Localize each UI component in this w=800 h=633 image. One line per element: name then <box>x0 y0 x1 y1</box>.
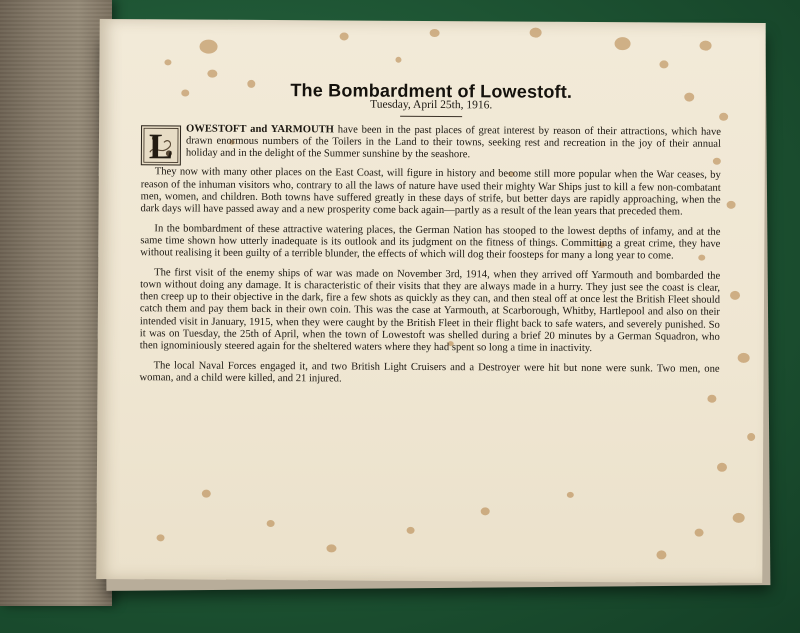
foxing-spot <box>202 490 211 498</box>
foxing-spot <box>707 395 716 403</box>
foxing-spot <box>717 463 727 472</box>
foxing-spot <box>481 507 490 515</box>
foxing-spot <box>567 492 574 498</box>
foxing-spot <box>530 28 542 38</box>
document-title: The Bombardment of Lowestoft. <box>290 80 573 102</box>
booklet-cover <box>0 0 112 606</box>
foxing-spot <box>207 70 217 78</box>
paragraph-4: The first visit of the enemy ships of war was made on November 3rd, 1914, when they arrived off Yarmouth and bombarded the town without doing any damage. It is characteristic of their visits that they are always made in a hurry. They just see the coast is clear, then creep up to their objective in the dark, fire a few shots as quickly as they can, and then steal off at once lest the British Fleet should catch them and pay them back in their own coin. This was the case at Yarmouth, at Scarborough, Whitby, Hartlepool and also on their intended visit in January, 1915, when they were caught by the British Fleet in their flight back to safe waters, and severely punished. So it was on Tuesday, the 25th of April, when the town of Lowestoft was shelled during a brief 20 minutes by a German Squadron, who then ignominiously steered again for the sheltered waters where they had spent so long a time in inactivity. <box>139 266 721 355</box>
foxing-spot <box>656 550 666 559</box>
paragraph-2: They now with many other places on the East Coast, will figure in history and become still more popular when the War ceases, by reason of the inhuman visitors who, contrary to all the laws of nature have used their mighty War Ships just to kill a few non-combatant men, women, and children. Both towns have suffered greatly in these days of strife, but better days are rapidly approaching, when the dark days will have passed away and a new prosperity come back again—partly as a result of the lean years that preceded them. <box>140 166 721 218</box>
lead-caps: OWESTOFT and YARMOUTH <box>186 123 334 135</box>
foxing-spot <box>615 37 631 50</box>
foxing-spot <box>200 40 218 54</box>
foxing-spot <box>695 529 704 537</box>
booklet-page <box>96 19 765 583</box>
document-date: Tuesday, April 25th, 1916. <box>370 98 493 112</box>
foxing-spot <box>340 32 349 40</box>
foxing-spot <box>727 201 736 209</box>
foxing-spot <box>733 513 745 523</box>
foxing-spot <box>395 57 401 63</box>
foxing-spot <box>700 41 712 51</box>
foxing-spot <box>157 534 165 541</box>
foxing-spot <box>164 59 171 65</box>
foxing-spot <box>747 433 755 441</box>
foxing-spot <box>738 353 750 363</box>
paragraph-3: In the bombardment of these attractive watering places, the German Nation has stooped to the lowest depths of infamy, and at the same time shown how utterly inadequate is its outlook and its judgment on the fitness of things. Committing a great crime, they have without realising it been guilty of a terrible blunder, the effects of which will dog their foosteps for many a long year to come. <box>140 222 721 262</box>
foxing-spot <box>730 291 740 300</box>
foxing-spot <box>430 29 440 37</box>
paragraph-1-text: have been in the past places of great interest by reason of their attractions, which have drawn enormous numbers of the Toilers in the Land to their towns, seeking rest and recreation in the joy of their annual holiday and in the delight of the Summer sunshine by the seashore. <box>185 123 722 161</box>
ornamental-dropcap-icon <box>141 125 181 165</box>
document-body <box>139 80 722 395</box>
foxing-spot <box>659 60 668 68</box>
paragraph-5: The local Naval Forces engaged it, and two British Light Cruisers and a Destroyer were hit but none were sunk. Two men, one woman, and a child were killed, and 21 injured. <box>139 359 720 385</box>
dropcap-letter: L <box>148 125 174 167</box>
foxing-spot <box>407 527 415 534</box>
title-divider <box>400 115 462 116</box>
paragraph-1 <box>141 123 722 167</box>
foxing-spot <box>267 520 275 527</box>
foxing-spot <box>326 544 336 552</box>
